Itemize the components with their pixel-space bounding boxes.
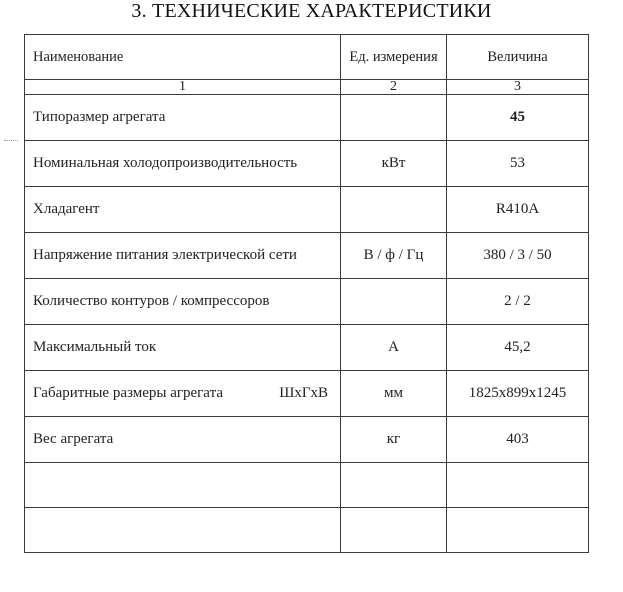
row-unit: кг xyxy=(341,417,447,463)
table-row xyxy=(25,325,589,371)
table-row xyxy=(25,371,589,417)
row-name-cell xyxy=(25,371,341,417)
header-name: Наименование xyxy=(25,35,341,80)
row-name: Максимальный ток xyxy=(25,325,341,371)
row-name: Типоразмер агрегата xyxy=(25,95,341,141)
row-unit: А xyxy=(341,325,447,371)
table-row xyxy=(25,279,589,325)
row-unit xyxy=(341,187,447,233)
empty-cell xyxy=(25,463,341,508)
table-row xyxy=(25,141,589,187)
row-value: 1825x899x1245 xyxy=(447,371,589,417)
table-row xyxy=(25,95,589,141)
table-header-row xyxy=(25,35,589,80)
header-unit: Ед. измерения xyxy=(341,35,447,80)
empty-cell xyxy=(447,508,589,553)
empty-cell xyxy=(341,508,447,553)
row-unit xyxy=(341,279,447,325)
row-name: Напряжение питания электрической сети xyxy=(25,233,341,279)
row-name: Вес агрегата xyxy=(25,417,341,463)
empty-cell xyxy=(341,463,447,508)
section-title: 3. ТЕХНИЧЕСКИЕ ХАРАКТЕРИСТИКИ xyxy=(131,0,492,22)
row-value: 2 / 2 xyxy=(447,279,589,325)
row-value: 45 xyxy=(447,95,589,141)
row-unit: В / ф / Гц xyxy=(341,233,447,279)
header-value: Величина xyxy=(447,35,589,80)
empty-table-row xyxy=(25,508,589,553)
row-name: Номинальная холодопроизводительность xyxy=(25,141,341,187)
table-row xyxy=(25,233,589,279)
scan-artifact xyxy=(4,140,18,143)
row-value: 403 xyxy=(447,417,589,463)
empty-cell xyxy=(25,508,341,553)
row-name-group xyxy=(33,385,332,402)
empty-table-row xyxy=(25,463,589,508)
row-value: 45,2 xyxy=(447,325,589,371)
column-number: 2 xyxy=(341,80,447,95)
row-unit: кВт xyxy=(341,141,447,187)
row-unit: мм xyxy=(341,371,447,417)
specifications-table xyxy=(24,34,589,553)
column-number-row xyxy=(25,80,589,95)
row-name: Количество контуров / компрессоров xyxy=(25,279,341,325)
row-name: Габаритные размеры агрегата xyxy=(33,385,223,401)
table-row xyxy=(25,417,589,463)
row-value: R410A xyxy=(447,187,589,233)
row-name-suffix: ШхГхВ xyxy=(279,385,328,401)
table-row xyxy=(25,187,589,233)
row-unit xyxy=(341,95,447,141)
empty-cell xyxy=(447,463,589,508)
column-number: 3 xyxy=(447,80,589,95)
column-number: 1 xyxy=(25,80,341,95)
row-name: Хладагент xyxy=(25,187,341,233)
row-value: 53 xyxy=(447,141,589,187)
row-value: 380 / 3 / 50 xyxy=(447,233,589,279)
